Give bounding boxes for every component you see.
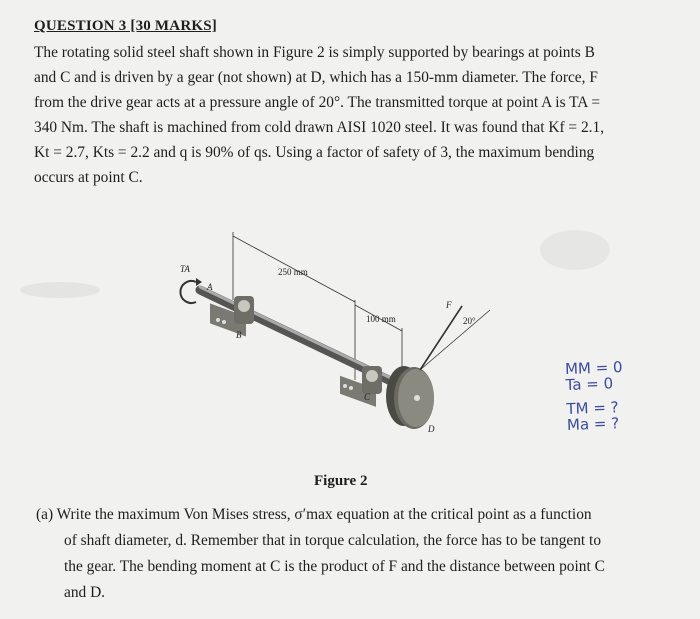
- label-d: D: [428, 424, 435, 434]
- body-line-6: occurs at point C.: [34, 169, 143, 186]
- note-line-3: TM = ?: [566, 398, 619, 418]
- shaft: [200, 290, 420, 395]
- part-a-line-2: of shaft diameter, d. Remember that in torque calculation, the force has to be tangent to: [64, 532, 602, 549]
- label-f: F: [446, 300, 452, 310]
- torque-arrow-icon: [180, 281, 196, 303]
- label-100mm: 100 mm: [366, 314, 396, 324]
- label-torque: TA: [180, 264, 190, 274]
- label-250mm: 250 mm: [278, 267, 308, 277]
- part-a: [36, 502, 656, 606]
- body-line-1: The rotating solid steel shaft shown in Figure 2 is simply supported by bearings at points B: [34, 44, 595, 61]
- gear-d: [386, 366, 434, 429]
- shaft-highlight: [200, 287, 420, 392]
- note-line-1: MM = 0: [564, 358, 623, 379]
- part-a-line-1: (a) Write the maximum Von Mises stress, σ′max equation at the critical point as a function: [36, 506, 592, 523]
- arrow-head-icon: [196, 278, 202, 286]
- force-line: [420, 306, 462, 370]
- label-b: B: [236, 330, 242, 340]
- body-line-2: and C and is driven by a gear (not shown) at D, which has a 150-mm diameter. The force, F: [34, 69, 598, 86]
- force-reference-line: [420, 310, 490, 370]
- body-line-4: 340 Nm. The shaft is machined from cold drawn AISI 1020 steel. It was found that Kf = 2.1,: [34, 119, 605, 136]
- note-line-2: Ta = 0: [565, 374, 614, 395]
- label-angle: 20°: [463, 316, 476, 326]
- body-line-3: from the drive gear acts at a pressure angle of 20°. The transmitted torque at point A is TA =: [34, 94, 601, 111]
- note-line-4: Ma = ?: [566, 414, 620, 434]
- bearing-c: [340, 366, 382, 407]
- label-a: A: [207, 282, 213, 292]
- handwritten-notes: [565, 359, 625, 433]
- label-c: C: [364, 392, 371, 402]
- part-a-line-3: the gear. The bending moment at C is the product of F and the distance between point C: [64, 558, 605, 575]
- body-line-5: Kt = 2.7, Kts = 2.2 and q is 90% of qs. Using a factor of safety of 3, the maximum bending: [34, 144, 595, 161]
- part-a-line-4: and D.: [64, 584, 106, 601]
- figure-caption: Figure 2: [314, 473, 368, 489]
- question-title: QUESTION 3 [30 MARKS]: [34, 18, 217, 34]
- faint-mark: [540, 230, 610, 270]
- faint-mark: [20, 282, 100, 298]
